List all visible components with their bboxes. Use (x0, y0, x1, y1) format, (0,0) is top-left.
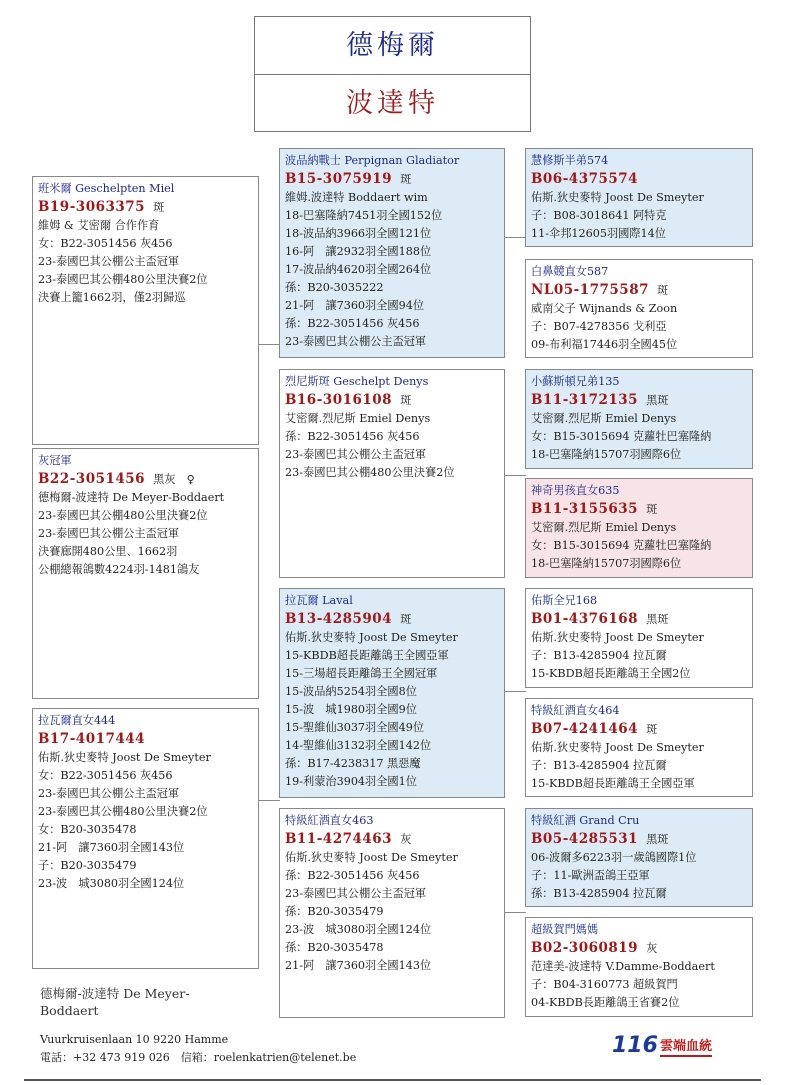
info-line: 孫：B20-3035479 (285, 905, 384, 918)
pigeon-name: 超級賀門媽媽 (531, 923, 599, 936)
info-line: 14-聖維仙3132羽全國142位 (285, 739, 432, 752)
pigeon-name: 佑斯全兄168 (531, 594, 598, 607)
info-line: 佑斯.狄史麥特 Joost De Smeyter (285, 851, 458, 864)
logo-number: 116 (612, 1033, 658, 1058)
pigeon-card-ggp (525, 148, 753, 247)
info-line: 艾密爾.烈尼斯 Emiel Denys (531, 521, 677, 534)
owner-name-line1: 德梅爾-波達特 De Meyer- (40, 986, 190, 1001)
ring-number: B07-4241464 (531, 721, 639, 737)
pigeon-card-ggp (525, 369, 753, 469)
info-line: 維姆 & 艾密爾 合作作育 (38, 219, 160, 232)
info-line: 女：B15-3015694 克蘿牡巴塞隆納 (531, 430, 712, 443)
info-line: 23-泰國巴其公棚公主盃冠軍 (285, 448, 427, 461)
owner-name-line2: Boddaert (40, 1003, 99, 1018)
pigeon-color: 黑灰 ♀ (153, 473, 195, 486)
pigeon-color: 斑 (656, 284, 669, 297)
ring-number: B19-3063375 (38, 199, 146, 215)
info-line: 孫：B22-3051456 灰456 (285, 430, 420, 443)
info-line: 子：B20-3035479 (38, 859, 137, 872)
info-line: 子：B04-3160773 超級賀門 (531, 978, 678, 991)
pigeon-name: 拉瓦爾 Laval (285, 594, 353, 607)
pigeon-color: 黑斑 (646, 394, 669, 407)
info-line: 21-阿 讓7360羽全國143位 (38, 841, 185, 854)
info-line: 決賽廊開480公里、1662羽 (38, 545, 178, 558)
info-line: 17-波品納4620羽全國264位 (285, 263, 432, 276)
pigeon-name: 特級紅酒直女464 (531, 704, 620, 717)
info-line: 19-利蒙治3904羽全國1位 (285, 775, 417, 788)
info-line: 23-泰國巴其公棚公主盃冠軍 (38, 255, 180, 268)
info-line: 子：B07-4278356 戈利亞 (531, 320, 667, 333)
info-line: 女：B22-3051456 灰456 (38, 237, 173, 250)
info-line: 23-泰國巴其公棚480公里決賽2位 (38, 805, 208, 818)
info-line: 15-KBDB超長距離鴿王全國2位 (531, 667, 691, 680)
info-line: 18-巴塞隆納15707羽國際6位 (531, 557, 682, 570)
pigeon-name: 白鼻競直女587 (531, 265, 609, 278)
info-line: 佑斯.狄史麥特 Joost De Smeyter (285, 631, 458, 644)
info-line: 21-阿 讓7360羽全國143位 (285, 959, 432, 972)
info-line: 艾密爾.烈尼斯 Emiel Denys (531, 412, 677, 425)
pigeon-color: 斑 (400, 173, 412, 186)
contact-info: 電話：+32 473 919 026 信箱：roelenkatrien@telenet.be (40, 1051, 357, 1064)
info-line: 15-波品納5254羽全國8位 (285, 685, 417, 698)
info-line: 佑斯.狄史麥特 Joost De Smeyter (38, 751, 211, 764)
ring-number: NL05-1775587 (531, 282, 649, 298)
address: Vuurkruisenlaan 10 9220 Hamme (40, 1033, 229, 1046)
info-line: 15-KBDB超長距離鴿王全國亞軍 (531, 777, 695, 790)
info-line: 23-泰國巴其公棚公主盃冠軍 (285, 887, 427, 900)
connector (258, 344, 280, 345)
info-line: 公棚總報鴿數4224羽-1481鴿友 (38, 563, 200, 576)
info-line: 德梅爾-波達特 De Meyer-Boddaert (38, 491, 225, 504)
pigeon-card-ggp (525, 478, 753, 578)
pigeon-name: 小蘇斯頓兄弟135 (531, 375, 620, 388)
connector (504, 475, 526, 476)
pigeon-color: 斑 (400, 394, 412, 407)
pigeon-color: 斑 (646, 723, 658, 736)
info-line: 孫：B22-3051456 灰456 (285, 317, 420, 330)
pigeon-name: 特級紅酒直女463 (285, 814, 374, 827)
ring-number: B02-3060819 (531, 940, 639, 956)
brand-logo (612, 1031, 712, 1057)
bottom-divider (24, 1079, 761, 1081)
pigeon-color: 斑 (646, 503, 658, 516)
owner-name-title: 波達特 (346, 88, 439, 119)
pigeon-color: 斑 (153, 201, 165, 214)
pigeon-card-subject-2 (32, 448, 259, 699)
connector (504, 691, 526, 692)
ring-number: B06-4375574 (531, 171, 639, 187)
info-line: 15-KBDB超長距離鴿王全國亞軍 (285, 649, 449, 662)
pigeon-name: 特級紅酒 Grand Cru (531, 814, 640, 827)
info-line: 23-泰國巴其公棚480公里決賽2位 (38, 273, 208, 286)
pigeon-name: 神奇男孩直女635 (531, 484, 620, 497)
info-line: 佑斯.狄史麥特 Joost De Smeyter (531, 191, 704, 204)
info-line: 孫：B13-4285904 拉瓦爾 (531, 887, 667, 900)
info-line: 威南父子 Wijnands & Zoon (531, 302, 678, 315)
info-line: 維姆.波達特 Boddaert wim (285, 191, 428, 204)
info-line: 15-波 城1980羽全國9位 (285, 703, 417, 716)
info-line: 06-波爾多6223羽一歲鴿國際1位 (531, 851, 697, 864)
info-line: 孫：B17-4238317 黑惡魔 (285, 757, 421, 770)
pigeon-name: 波品納戰士 Perpignan Gladiator (285, 154, 460, 167)
pigeon-color: 灰 (400, 833, 412, 846)
info-line: 艾密爾.烈尼斯 Emiel Denys (285, 412, 431, 425)
info-line: 決賽上籠1662羽，僅2羽歸巡 (38, 291, 186, 304)
pigeon-color: 黑斑 (646, 613, 669, 626)
ring-number: B05-4285531 (531, 831, 639, 847)
info-line: 佑斯.狄史麥特 Joost De Smeyter (531, 631, 704, 644)
ring-number: B01-4376168 (531, 611, 639, 627)
pigeon-name: 烈尼斯斑 Geschelpt Denys (285, 375, 429, 388)
info-line: 18-巴塞隆納15707羽國際6位 (531, 448, 682, 461)
info-line: 04-KBDB長距離鴿王省賽2位 (531, 996, 680, 1009)
info-line: 子：B13-4285904 拉瓦爾 (531, 649, 667, 662)
info-line: 15-三場超長距離鴿王全國冠軍 (285, 667, 438, 680)
info-line: 范達美-波達特 V.Damme-Boddaert (531, 960, 715, 973)
info-line: 23-波 城3080羽全國124位 (38, 877, 185, 890)
owner-name (40, 985, 189, 1019)
info-line: 子：B08-3018641 阿特克 (531, 209, 667, 222)
info-line: 18-波品納3966羽全國121位 (285, 227, 432, 240)
info-line: 孫：B20-3035222 (285, 281, 384, 294)
pigeon-card-ggp (525, 588, 753, 688)
ring-number: B11-3155635 (531, 501, 639, 517)
info-line: 16-阿 讓2932羽全國188位 (285, 245, 432, 258)
pigeon-card-ggp (525, 698, 753, 797)
contact-block (40, 1031, 356, 1067)
info-line: 21-阿 讓7360羽全國94位 (285, 299, 425, 312)
pigeon-card-granddam (279, 369, 505, 578)
pigeon-card-granddam-2 (279, 808, 505, 1018)
ring-number: B11-3172135 (531, 392, 639, 408)
title-box (254, 16, 531, 132)
connector (504, 912, 526, 913)
info-line: 女：B20-3035478 (38, 823, 137, 836)
pigeon-card-subject (32, 176, 259, 445)
info-line: 23-泰國巴其公棚480公里決賽2位 (38, 509, 208, 522)
ring-number: B13-4285904 (285, 611, 393, 627)
info-line: 23-波 城3080羽全國124位 (285, 923, 432, 936)
info-line: 23-泰國巴其公棚480公里決賽2位 (285, 466, 455, 479)
info-line: 11-伞邦12605羽國際14位 (531, 227, 666, 240)
info-line: 15-聖維仙3037羽全國49位 (285, 721, 425, 734)
ring-number: B17-4017444 (38, 731, 146, 747)
info-line: 23-泰國巴其公棚公主盃冠軍 (38, 787, 180, 800)
info-line: 女：B15-3015694 克蘿牡巴塞隆納 (531, 539, 712, 552)
pigeon-color: 灰 (646, 942, 658, 955)
info-line: 女：B22-3051456 灰456 (38, 769, 173, 782)
pigeon-card-ggp (525, 917, 753, 1017)
info-line: 18-巴塞隆納7451羽全國152位 (285, 209, 443, 222)
connector (258, 800, 280, 801)
pigeon-card-dam (32, 708, 259, 969)
info-line: 09-布利福17446羽全國45位 (531, 338, 678, 351)
info-line: 孫：B22-3051456 灰456 (285, 869, 420, 882)
connector (504, 237, 526, 238)
pigeon-card-grandsire (279, 148, 505, 358)
pigeon-name: 灰冠軍 (38, 454, 72, 467)
pigeon-color: 斑 (400, 613, 412, 626)
info-line: 佑斯.狄史麥特 Joost De Smeyter (531, 741, 704, 754)
pigeon-name-title: 德梅爾 (255, 17, 530, 75)
info-line: 23-泰國巴其公棚公主盃冠軍 (38, 527, 180, 540)
ring-number: B22-3051456 (38, 471, 146, 487)
pigeon-name: 拉瓦爾直女444 (38, 714, 116, 727)
pigeon-card-ggp (525, 808, 753, 907)
pigeon-name: 班米爾 Geschelpten Miel (38, 182, 175, 195)
pigeon-color: 黑斑 (646, 833, 669, 846)
ring-number: B11-4274463 (285, 831, 393, 847)
pigeon-card-ggp (525, 259, 753, 358)
info-line: 子：B13-4285904 拉瓦爾 (531, 759, 667, 772)
info-line: 孫：B20-3035478 (285, 941, 384, 954)
pigeon-card-grandsire-2 (279, 588, 505, 798)
pigeon-name: 慧修斯半弟574 (531, 154, 609, 167)
ring-number: B16-3016108 (285, 392, 393, 408)
info-line: 23-泰國巴其公棚公主盃冠軍 (285, 335, 427, 348)
ring-number: B15-3075919 (285, 171, 393, 187)
logo-text: 雲端血統 (660, 1039, 712, 1057)
info-line: 子：11-歐洲盃鴿王亞軍 (531, 869, 650, 882)
